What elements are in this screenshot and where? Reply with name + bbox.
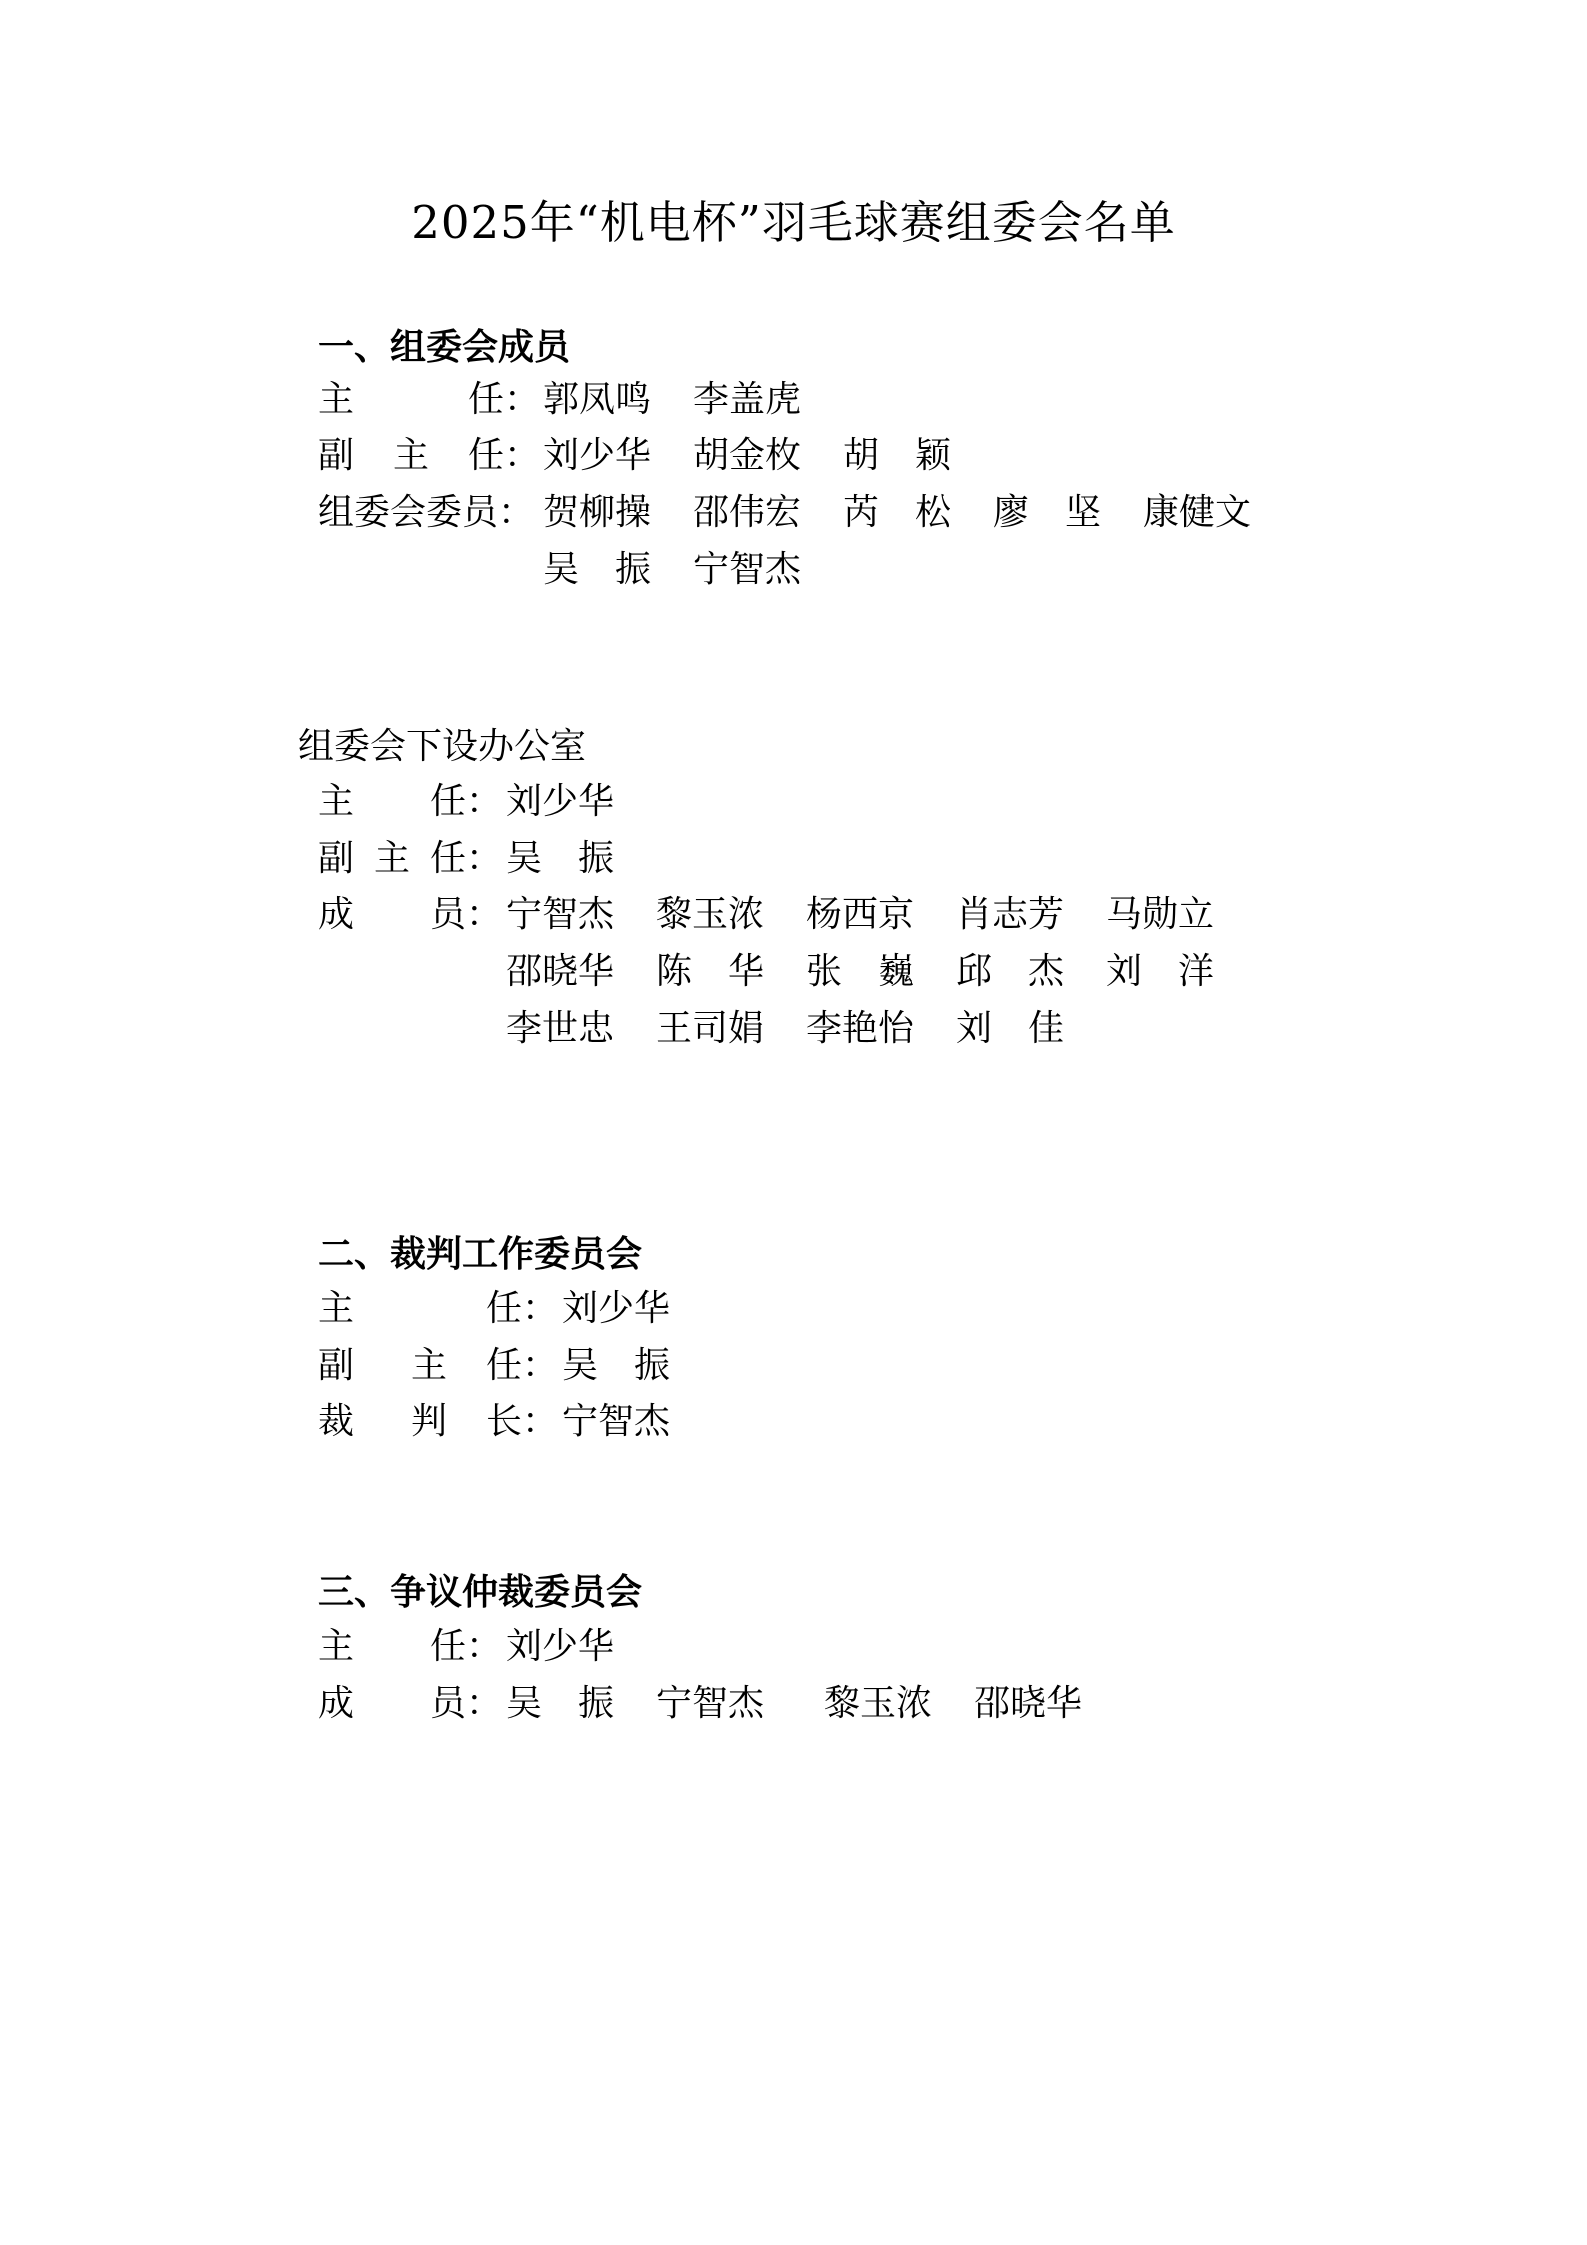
label-part: 判 [411,1401,448,1442]
person-name: 廖 坚 [993,492,1102,533]
label-part: 员： [430,1683,503,1724]
label-part: 副 [318,435,355,476]
label-part: 成 [318,894,355,935]
section-heading-organizing-committee: 一、组委会成员 [318,326,571,368]
row-referee-deputy [318,1342,1318,1390]
person-name: 王司娟 [656,1008,765,1049]
person-name: 刘少华 [562,1288,671,1329]
label-part: 成 [318,1683,355,1724]
label-part: 主 [318,1288,355,1329]
row-office-members [318,891,1318,939]
person-name: 宁智杰 [562,1401,671,1442]
row-referee-director [318,1285,1318,1333]
person-name: 吴 振 [543,549,652,590]
person-name: 陈 华 [656,951,765,992]
person-name: 宁智杰 [506,894,615,935]
person-name: 邵晓华 [974,1683,1083,1724]
office-heading: 组委会下设办公室 [298,726,587,767]
person-name: 吴 振 [506,838,615,879]
person-name: 邵晓华 [506,951,615,992]
person-name: 黎玉浓 [656,894,765,935]
label-part: 主 [374,838,411,879]
person-name: 胡金枚 [693,435,802,476]
label-part: 副 [318,838,355,879]
person-name: 吴 振 [506,1683,615,1724]
person-name: 杨西京 [806,894,915,935]
row-committee-members [318,489,1318,537]
person-name: 宁智杰 [693,549,802,590]
person-name: 刘少华 [543,435,652,476]
section-heading-arbitration-committee: 三、争议仲裁委员会 [318,1571,643,1613]
person-name: 马勋立 [1106,894,1215,935]
label-part: 任： [486,1345,559,1386]
person-name: 邵伟宏 [693,492,802,533]
person-name: 张 巍 [806,951,915,992]
person-name: 肖志芳 [956,894,1065,935]
person-name: 吴 振 [562,1345,671,1386]
row-deputy-director [318,432,1318,480]
person-name: 刘少华 [506,781,615,822]
label-director-b: 任： [468,379,541,420]
label-part: 长： [486,1401,559,1442]
row-office-members-continued [318,1005,1318,1053]
person-name: 贺柳操 [543,492,652,533]
person-name: 芮 松 [843,492,952,533]
row-arbitration-director [318,1623,1318,1671]
person-name: 刘 洋 [1106,951,1215,992]
person-name: 康健文 [1143,492,1252,533]
label-part: 任： [430,781,503,822]
label-part: 任： [468,435,541,476]
page-title: 2025年“机电杯”羽毛球赛组委会名单 [411,196,1176,249]
label-part: 任： [430,838,503,879]
person-name: 胡 颖 [843,435,952,476]
label-part: 主 [318,781,355,822]
label-part: 主 [393,435,430,476]
person-name: 黎玉浓 [824,1683,933,1724]
label-part: 任： [486,1288,559,1329]
label-part: 员： [430,894,503,935]
label-part: 副 [318,1345,355,1386]
person-name: 邱 杰 [956,951,1065,992]
label-part: 主 [318,1626,355,1667]
person-name: 郭凤鸣 [543,379,652,420]
row-arbitration-members [318,1680,1318,1728]
label-committee-members: 组委会委员： [318,492,535,533]
person-name: 刘 佳 [956,1008,1065,1049]
person-name: 刘少华 [506,1626,615,1667]
section-heading-referee-committee: 二、裁判工作委员会 [318,1233,643,1275]
person-name: 李艳怡 [806,1008,915,1049]
row-committee-members-continued [318,546,1318,594]
row-chief-referee [318,1398,1318,1446]
row-director [318,376,1318,424]
row-office-members-continued [318,948,1318,996]
person-name: 李盖虎 [693,379,802,420]
row-office-deputy [318,835,1318,883]
label-part: 任： [430,1626,503,1667]
label-director-a: 主 [318,379,355,420]
person-name: 李世忠 [506,1008,615,1049]
person-name: 宁智杰 [656,1683,765,1724]
row-office-director [318,778,1318,826]
label-part: 裁 [318,1401,355,1442]
label-part: 主 [411,1345,448,1386]
